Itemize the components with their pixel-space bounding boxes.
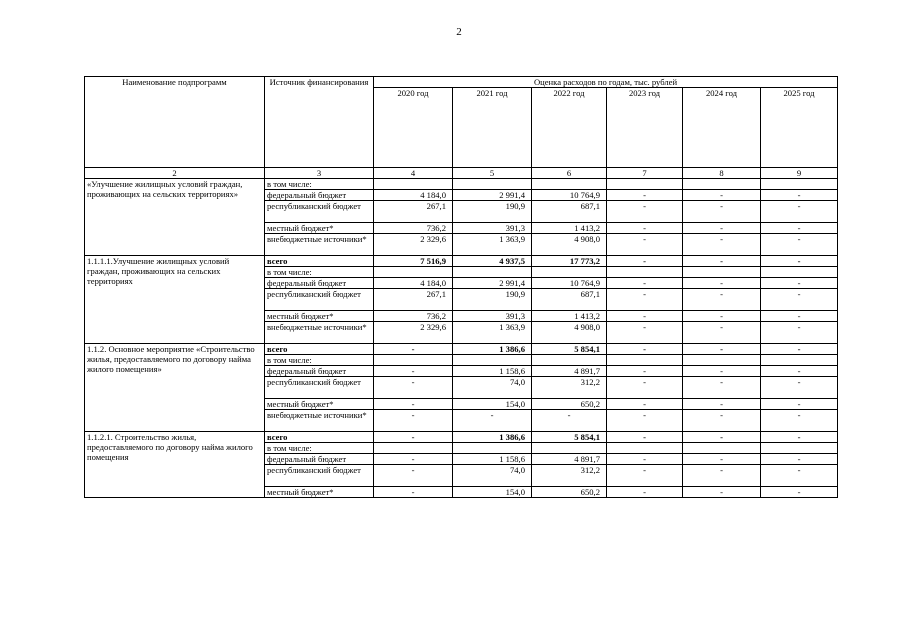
header-estimate: Оценка расходов по годам, тыс. рублей [374,77,838,88]
amount-cell: 4 891,7 [532,366,607,377]
header-year: 2022 год [532,88,607,168]
amount-cell: - [761,256,838,267]
subprogram-name: 1.1.2.1. Строительство жилья, предоставляемого по договору найма жилого помещения [85,432,265,498]
amount-cell: - [683,454,761,465]
amount-cell: - [761,190,838,201]
amount-cell [607,267,683,278]
amount-cell: 4 937,5 [453,256,532,267]
amount-cell: - [374,399,453,410]
amount-cell: 312,2 [532,465,607,487]
amount-cell: 1 386,6 [453,432,532,443]
amount-cell: 2 991,4 [453,278,532,289]
amount-cell: - [607,256,683,267]
funding-source: в том числе: [265,443,374,454]
amount-cell: 10 764,9 [532,278,607,289]
amount-cell: - [761,201,838,223]
amount-cell: 1 363,9 [453,234,532,256]
amount-cell [761,355,838,366]
amount-cell: 154,0 [453,487,532,498]
amount-cell: - [683,465,761,487]
table-row [85,179,838,190]
amount-cell: - [607,322,683,344]
amount-cell: - [761,377,838,399]
amount-cell: 1 413,2 [532,223,607,234]
funding-source: внебюджетные источники* [265,410,374,432]
amount-cell [532,267,607,278]
amount-cell: 5 854,1 [532,344,607,355]
amount-cell: - [683,201,761,223]
amount-cell: 1 386,6 [453,344,532,355]
funding-source: федеральный бюджет [265,190,374,201]
funding-source: республиканский бюджет [265,465,374,487]
funding-source: внебюджетные источники* [265,322,374,344]
column-number: 6 [532,168,607,179]
table-row [85,432,838,443]
amount-cell: - [761,399,838,410]
table-row [85,344,838,355]
amount-cell [532,355,607,366]
amount-cell: 687,1 [532,289,607,311]
funding-source: внебюджетные источники* [265,234,374,256]
amount-cell: - [761,410,838,432]
column-number: 9 [761,168,838,179]
amount-cell: - [683,487,761,498]
amount-cell: 650,2 [532,399,607,410]
amount-cell [532,179,607,190]
amount-cell: - [683,234,761,256]
column-number: 4 [374,168,453,179]
amount-cell: - [607,410,683,432]
amount-cell: 4 908,0 [532,322,607,344]
amount-cell: - [761,366,838,377]
amount-cell: 10 764,9 [532,190,607,201]
amount-cell: 4 908,0 [532,234,607,256]
column-number: 3 [265,168,374,179]
amount-cell: - [607,454,683,465]
amount-cell: - [374,432,453,443]
amount-cell: - [453,410,532,432]
header-year: 2020 год [374,88,453,168]
amount-cell: 650,2 [532,487,607,498]
amount-cell: - [607,278,683,289]
amount-cell [374,267,453,278]
amount-cell: 267,1 [374,201,453,223]
amount-cell [607,355,683,366]
amount-cell [607,179,683,190]
budget-table [84,76,838,498]
header-year: 2024 год [683,88,761,168]
amount-cell [761,443,838,454]
amount-cell: - [761,432,838,443]
table-row [85,256,838,267]
column-number: 7 [607,168,683,179]
amount-cell: - [761,344,838,355]
amount-cell: - [683,399,761,410]
amount-cell: - [761,465,838,487]
funding-source: местный бюджет* [265,311,374,322]
amount-cell [453,267,532,278]
amount-cell: 74,0 [453,465,532,487]
amount-cell: - [683,278,761,289]
amount-cell: 312,2 [532,377,607,399]
funding-source: в том числе: [265,179,374,190]
amount-cell: 4 891,7 [532,454,607,465]
amount-cell [761,267,838,278]
amount-cell: - [607,234,683,256]
amount-cell: - [761,234,838,256]
header-year: 2025 год [761,88,838,168]
funding-source: в том числе: [265,355,374,366]
amount-cell: 74,0 [453,377,532,399]
amount-cell: - [683,223,761,234]
amount-cell: - [761,311,838,322]
amount-cell [453,355,532,366]
amount-cell: 687,1 [532,201,607,223]
amount-cell: 2 329,6 [374,322,453,344]
subprogram-name: 1.1.2. Основное мероприятие «Строительство жилья, предоставляемого по договору найма жилого помещения» [85,344,265,432]
column-number: 2 [85,168,265,179]
amount-cell: - [607,201,683,223]
amount-cell: - [607,366,683,377]
amount-cell [683,355,761,366]
amount-cell [374,355,453,366]
amount-cell: 391,3 [453,223,532,234]
column-number: 5 [453,168,532,179]
amount-cell: - [683,366,761,377]
amount-cell: 267,1 [374,289,453,311]
amount-cell: 1 413,2 [532,311,607,322]
amount-cell: 190,9 [453,289,532,311]
amount-cell: - [374,377,453,399]
amount-cell: 736,2 [374,311,453,322]
header-year: 2023 год [607,88,683,168]
amount-cell: - [761,289,838,311]
amount-cell: - [607,432,683,443]
amount-cell: - [607,377,683,399]
amount-cell: - [683,432,761,443]
page-number: 2 [456,26,462,38]
amount-cell: - [374,454,453,465]
amount-cell [607,443,683,454]
subprogram-name: 1.1.1.1.Улучшение жилищных условий граждан, проживающих на сельских территориях [85,256,265,344]
amount-cell [453,443,532,454]
amount-cell: 1 158,6 [453,454,532,465]
amount-cell: - [374,487,453,498]
funding-source: республиканский бюджет [265,201,374,223]
amount-cell [683,179,761,190]
subprogram-name: «Улучшение жилищных условий граждан, проживающих на сельских территориях» [85,179,265,256]
amount-cell: - [374,366,453,377]
amount-cell [374,443,453,454]
amount-cell: 4 184,0 [374,190,453,201]
header-year: 2021 год [453,88,532,168]
funding-source: в том числе: [265,267,374,278]
amount-cell: - [761,487,838,498]
amount-cell: - [683,377,761,399]
header-name: Наименование подпрограмм [85,77,265,168]
amount-cell: - [607,289,683,311]
column-number: 8 [683,168,761,179]
amount-cell [453,179,532,190]
amount-cell: - [761,454,838,465]
amount-cell [532,443,607,454]
amount-cell: - [607,487,683,498]
amount-cell: 7 516,9 [374,256,453,267]
funding-source: местный бюджет* [265,223,374,234]
funding-source: всего [265,256,374,267]
funding-source: республиканский бюджет [265,289,374,311]
amount-cell: - [374,465,453,487]
amount-cell: 4 184,0 [374,278,453,289]
amount-cell: - [761,322,838,344]
amount-cell: - [607,344,683,355]
amount-cell: - [683,311,761,322]
amount-cell: 2 991,4 [453,190,532,201]
amount-cell [683,267,761,278]
header-source: Источник финансирования [265,77,374,168]
amount-cell: - [374,344,453,355]
funding-source: всего [265,344,374,355]
amount-cell: 154,0 [453,399,532,410]
amount-cell: 5 854,1 [532,432,607,443]
amount-cell: - [683,344,761,355]
funding-source: республиканский бюджет [265,377,374,399]
amount-cell: 1 158,6 [453,366,532,377]
funding-source: местный бюджет* [265,487,374,498]
funding-source: федеральный бюджет [265,454,374,465]
amount-cell: - [761,223,838,234]
amount-cell: - [683,289,761,311]
funding-source: федеральный бюджет [265,366,374,377]
amount-cell [683,443,761,454]
amount-cell: - [374,410,453,432]
amount-cell [374,179,453,190]
amount-cell: 391,3 [453,311,532,322]
amount-cell: - [607,223,683,234]
amount-cell: 2 329,6 [374,234,453,256]
amount-cell: - [683,256,761,267]
amount-cell: - [607,311,683,322]
amount-cell: - [761,278,838,289]
funding-source: местный бюджет* [265,399,374,410]
amount-cell: 190,9 [453,201,532,223]
amount-cell: - [532,410,607,432]
amount-cell: - [607,465,683,487]
amount-cell: - [607,399,683,410]
amount-cell: 17 773,2 [532,256,607,267]
amount-cell: - [683,190,761,201]
amount-cell: 736,2 [374,223,453,234]
funding-source: федеральный бюджет [265,278,374,289]
amount-cell: - [683,322,761,344]
funding-source: всего [265,432,374,443]
amount-cell: - [683,410,761,432]
amount-cell: - [607,190,683,201]
amount-cell: 1 363,9 [453,322,532,344]
amount-cell [761,179,838,190]
